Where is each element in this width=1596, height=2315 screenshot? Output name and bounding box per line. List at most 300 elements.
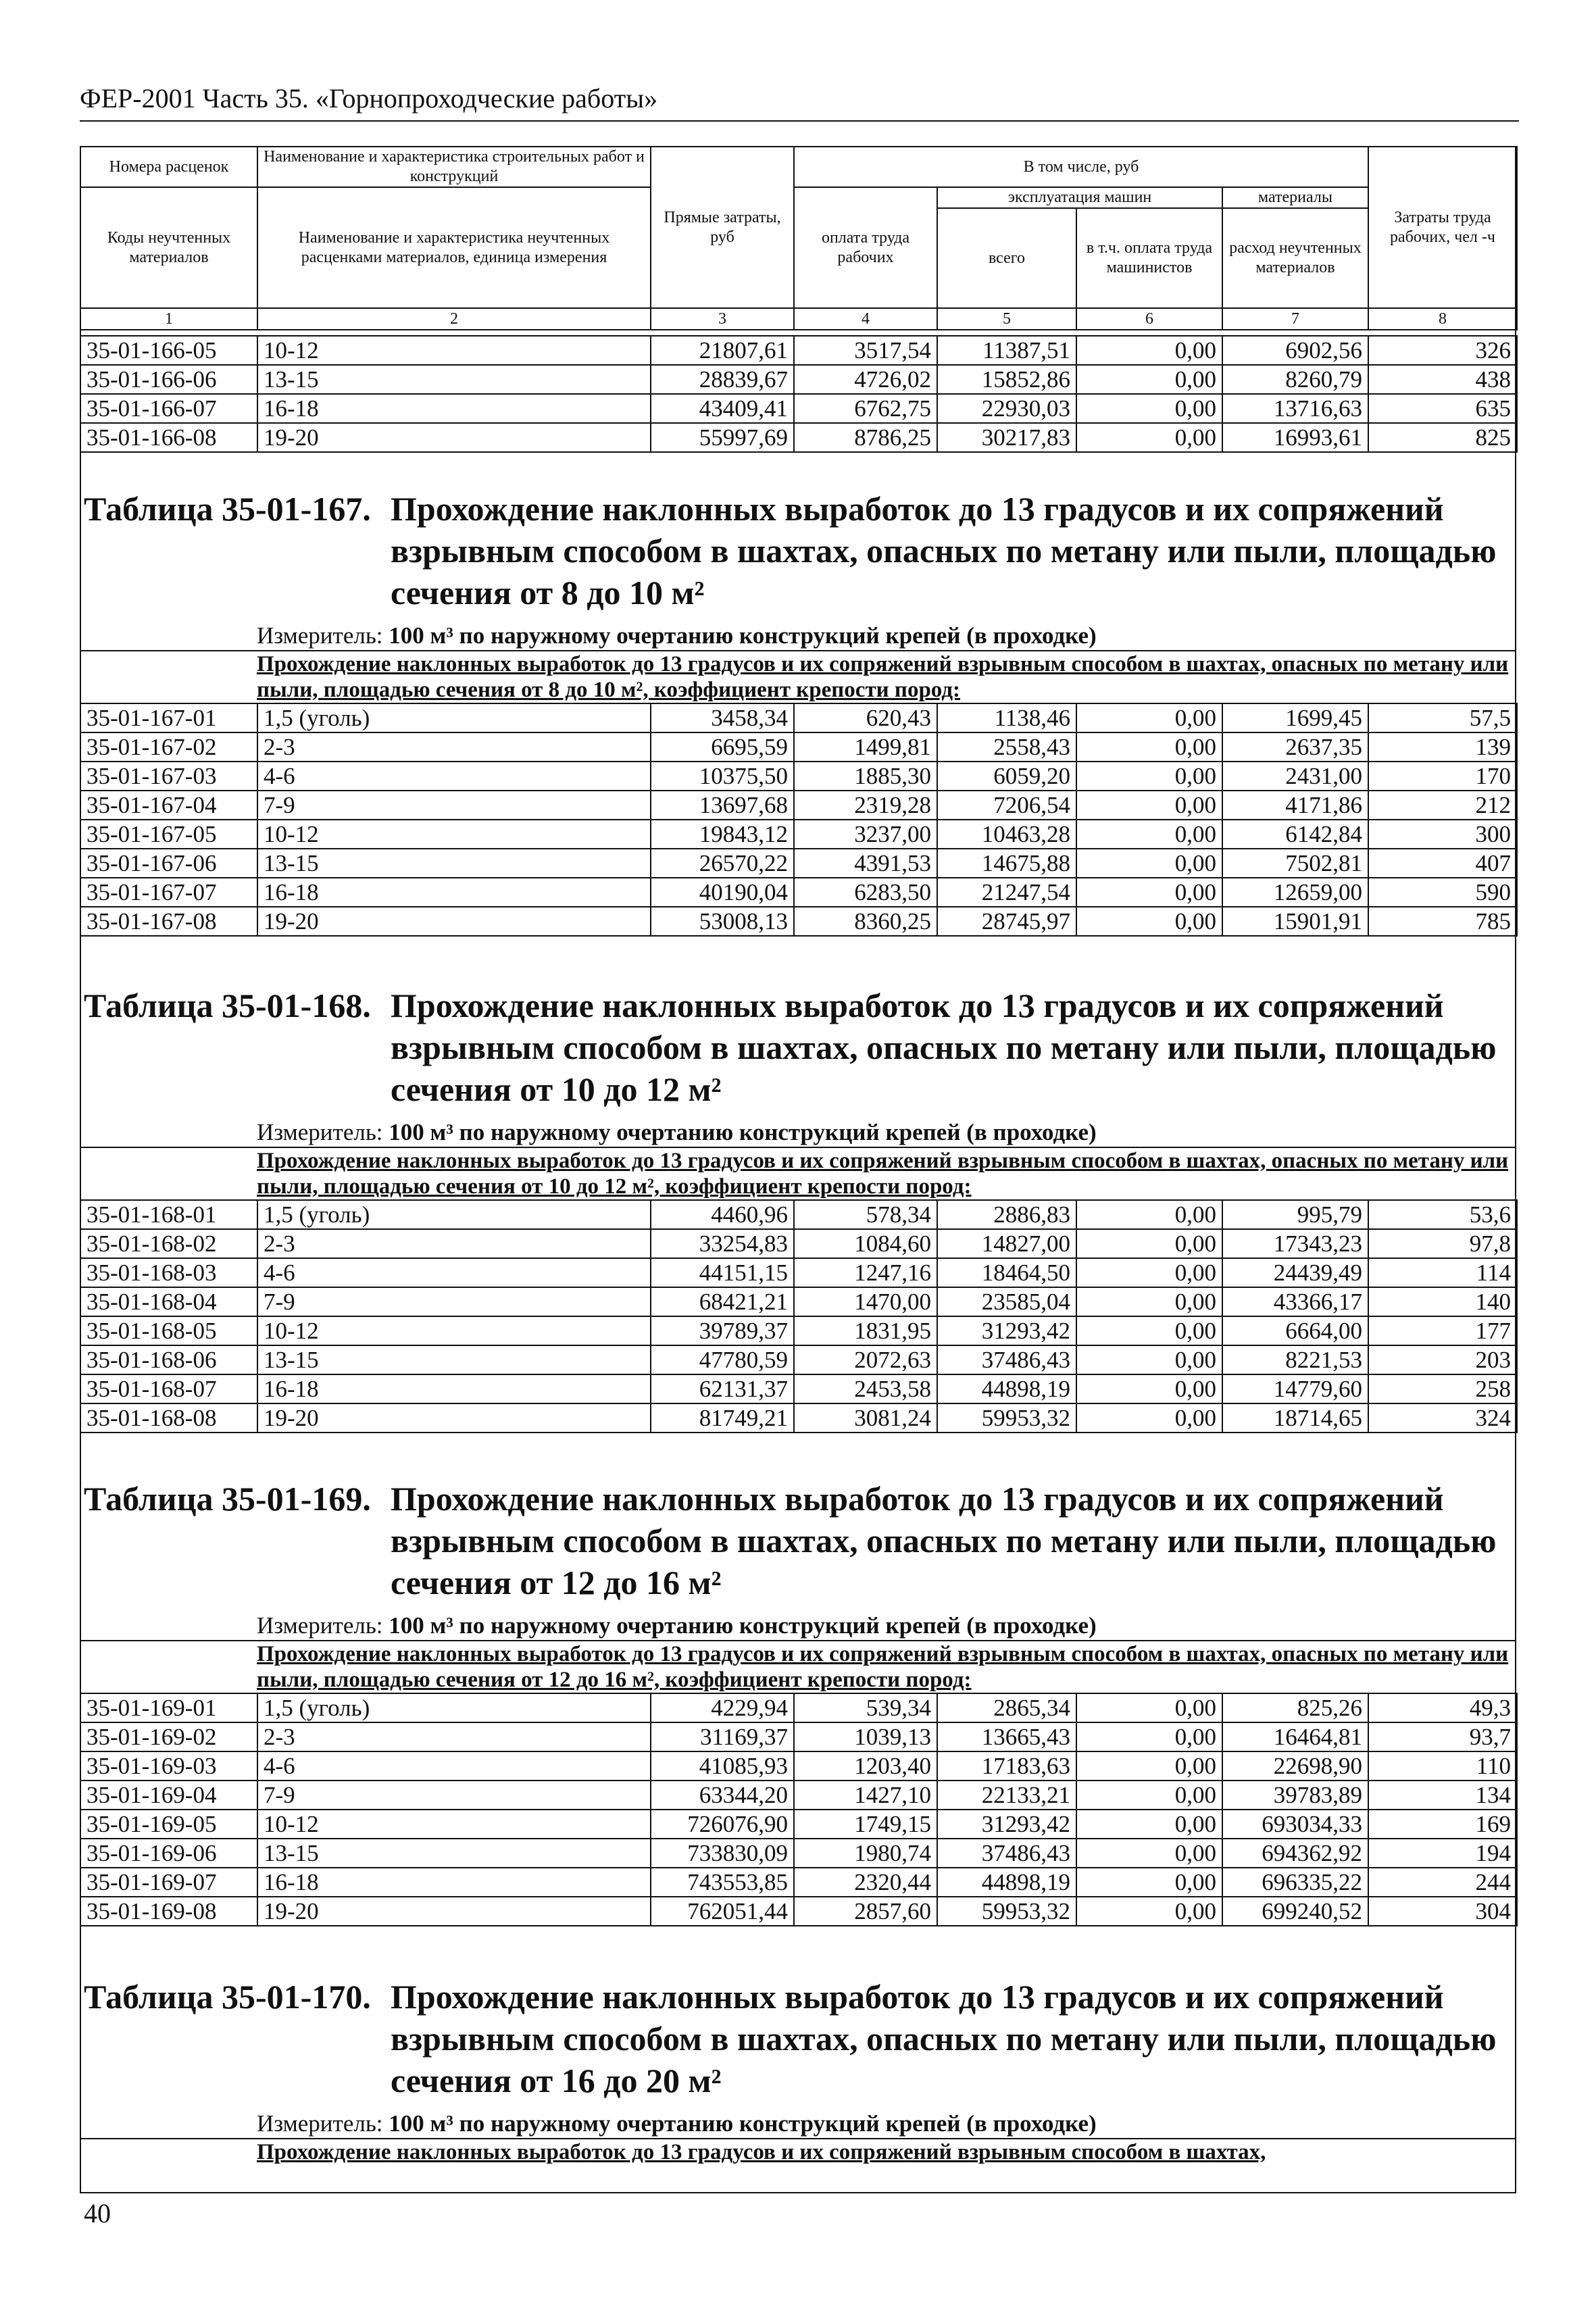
cell-operators-wages: 0,00 — [1076, 1751, 1222, 1781]
rate-table-168 — [80, 985, 1516, 1433]
cell-rate-code: 35-01-166-05 — [80, 336, 257, 365]
cell-rate-code: 35-01-169-04 — [80, 1781, 257, 1810]
cell-operators-wages: 0,00 — [1076, 1897, 1222, 1926]
cell-rate-code: 35-01-168-07 — [80, 1374, 257, 1403]
cell-materials-cost: 22698,90 — [1222, 1751, 1368, 1781]
cell-materials-cost: 15901,91 — [1222, 907, 1368, 936]
cell-machines-total: 1138,46 — [937, 703, 1076, 732]
table-row — [80, 394, 1517, 423]
table-row — [80, 849, 1517, 878]
cell-operators-wages: 0,00 — [1076, 1868, 1222, 1897]
cell-materials-cost: 699240,52 — [1222, 1897, 1368, 1926]
cell-machines-total: 2865,34 — [937, 1693, 1076, 1722]
cell-materials-cost: 693034,33 — [1222, 1810, 1368, 1839]
cell-operators-wages: 0,00 — [1076, 849, 1222, 878]
cell-work-spec: 16-18 — [257, 1374, 651, 1403]
measure-prefix: Измеритель: — [257, 1119, 383, 1145]
cell-machines-total: 44898,19 — [937, 1374, 1076, 1403]
cell-labor-hours: 93,7 — [1368, 1722, 1517, 1751]
cell-work-spec: 19-20 — [257, 907, 651, 936]
table-title — [84, 488, 1516, 614]
measure-unit — [257, 2110, 1516, 2138]
cell-materials-cost: 2637,35 — [1222, 732, 1368, 762]
cell-labor-hours: 212 — [1368, 791, 1517, 820]
cell-work-spec: 13-15 — [257, 1345, 651, 1374]
cell-work-spec: 10-12 — [257, 336, 651, 365]
cell-direct-costs: 62131,37 — [651, 1374, 794, 1403]
cell-machines-total: 23585,04 — [937, 1287, 1076, 1316]
cell-labor-hours: 300 — [1368, 820, 1517, 849]
table-row — [80, 1287, 1517, 1316]
table-row — [80, 703, 1517, 732]
cell-rate-code: 35-01-167-02 — [80, 732, 257, 762]
measure-unit — [257, 1612, 1516, 1640]
cell-machines-total: 17183,63 — [937, 1751, 1076, 1781]
cell-wages: 3081,24 — [794, 1403, 937, 1433]
col-head-wages: оплата труда рабочих — [794, 187, 937, 308]
cell-work-spec: 16-18 — [257, 878, 651, 907]
cell-machines-total: 59953,32 — [937, 1897, 1076, 1926]
cell-labor-hours: 785 — [1368, 907, 1517, 936]
table-caption: Прохождение наклонных выработок до 13 градусов и их сопряжений взрывным способом в шахтах, опасных по метану или пыли, площадью сечения от 12 до 16 м² — [391, 1480, 1497, 1601]
table-label: Таблица 35-01-167. — [84, 490, 371, 528]
cell-wages: 2072,63 — [794, 1345, 937, 1374]
cell-work-spec: 16-18 — [257, 394, 651, 423]
col-head-labor: Затраты труда рабочих, чел -ч — [1368, 147, 1517, 308]
cell-operators-wages: 0,00 — [1076, 1374, 1222, 1403]
cell-direct-costs: 47780,59 — [651, 1345, 794, 1374]
col-num: 1 — [80, 308, 257, 330]
works-description: Прохождение наклонных выработок до 13 градусов и их сопряжений взрывным способом в шахтах, опасных по метану или пыли, площадью сечения от 12 до 16 м², коэффициент крепости пород: — [80, 1640, 1516, 1693]
cell-operators-wages: 0,00 — [1076, 336, 1222, 365]
cell-direct-costs: 733830,09 — [651, 1839, 794, 1868]
cell-materials-cost: 18714,65 — [1222, 1403, 1368, 1433]
table-label: Таблица 35-01-170. — [84, 1978, 371, 2016]
cell-work-spec: 16-18 — [257, 1868, 651, 1897]
table-row — [80, 907, 1517, 936]
cell-machines-total: 10463,28 — [937, 820, 1076, 849]
table-row — [80, 791, 1517, 820]
cell-labor-hours: 49,3 — [1368, 1693, 1517, 1722]
cell-direct-costs: 762051,44 — [651, 1897, 794, 1926]
cell-materials-cost: 6142,84 — [1222, 820, 1368, 849]
cell-labor-hours: 825 — [1368, 423, 1517, 452]
cell-wages: 4726,02 — [794, 365, 937, 394]
data-table — [80, 1199, 1518, 1433]
col-num: 5 — [937, 308, 1076, 330]
cell-direct-costs: 33254,83 — [651, 1229, 794, 1258]
measure-unit — [257, 622, 1516, 650]
cell-wages: 1980,74 — [794, 1839, 937, 1868]
table-row — [80, 878, 1517, 907]
rate-table-166-continued — [80, 335, 1516, 453]
cell-wages: 539,34 — [794, 1693, 937, 1722]
cell-direct-costs: 55997,69 — [651, 423, 794, 452]
col-head-unaccounted-materials: расход неучтенных материалов — [1222, 208, 1368, 308]
cell-rate-code: 35-01-168-06 — [80, 1345, 257, 1374]
cell-labor-hours: 134 — [1368, 1781, 1517, 1810]
cell-machines-total: 37486,43 — [937, 1345, 1076, 1374]
cell-work-spec: 7-9 — [257, 791, 651, 820]
cell-rate-code: 35-01-169-01 — [80, 1693, 257, 1722]
table-row — [80, 365, 1517, 394]
table-row — [80, 1693, 1517, 1722]
cell-materials-cost: 2431,00 — [1222, 762, 1368, 791]
cell-materials-cost: 14779,60 — [1222, 1374, 1368, 1403]
cell-operators-wages: 0,00 — [1076, 1781, 1222, 1810]
cell-operators-wages: 0,00 — [1076, 1345, 1222, 1374]
cell-machines-total: 22930,03 — [937, 394, 1076, 423]
cell-direct-costs: 3458,34 — [651, 703, 794, 732]
cell-wages: 1831,95 — [794, 1316, 937, 1345]
col-head-materials: Наименование и характеристика неучтенных расценками материалов, единица измерения — [257, 187, 651, 308]
cell-materials-cost: 995,79 — [1222, 1200, 1368, 1229]
cell-direct-costs: 13697,68 — [651, 791, 794, 820]
cell-operators-wages: 0,00 — [1076, 394, 1222, 423]
cell-materials-cost: 17343,23 — [1222, 1229, 1368, 1258]
cell-work-spec: 4-6 — [257, 1751, 651, 1781]
table-row — [80, 336, 1517, 365]
cell-direct-costs: 41085,93 — [651, 1751, 794, 1781]
cell-rate-code: 35-01-168-02 — [80, 1229, 257, 1258]
table-row — [80, 1403, 1517, 1433]
page-header: ФЕР-2001 Часть 35. «Горнопроходческие работы» — [80, 82, 1519, 122]
cell-direct-costs: 43409,41 — [651, 394, 794, 423]
cell-direct-costs: 10375,50 — [651, 762, 794, 791]
cell-operators-wages: 0,00 — [1076, 1287, 1222, 1316]
page-number: 40 — [84, 2198, 111, 2229]
col-num: 7 — [1222, 308, 1368, 330]
cell-labor-hours: 438 — [1368, 365, 1517, 394]
table-row — [80, 1781, 1517, 1810]
measure-value: 100 м³ по наружному очертанию конструкций крепей (в проходке) — [389, 1612, 1097, 1639]
data-table — [80, 1693, 1518, 1926]
col-head-direct-costs: Прямые затраты, руб — [651, 147, 794, 308]
table-row — [80, 762, 1517, 791]
cell-machines-total: 6059,20 — [937, 762, 1076, 791]
cell-machines-total: 2558,43 — [937, 732, 1076, 762]
cell-rate-code: 35-01-167-06 — [80, 849, 257, 878]
cell-wages: 620,43 — [794, 703, 937, 732]
cell-operators-wages: 0,00 — [1076, 820, 1222, 849]
cell-operators-wages: 0,00 — [1076, 878, 1222, 907]
cell-labor-hours: 590 — [1368, 878, 1517, 907]
cell-materials-cost: 4171,86 — [1222, 791, 1368, 820]
cell-wages: 578,34 — [794, 1200, 937, 1229]
cell-operators-wages: 0,00 — [1076, 703, 1222, 732]
col-head-operators-wages: в т.ч. оплата труда машинистов — [1076, 208, 1222, 308]
cell-work-spec: 7-9 — [257, 1781, 651, 1810]
cell-rate-code: 35-01-167-03 — [80, 762, 257, 791]
cell-labor-hours: 110 — [1368, 1751, 1517, 1781]
cell-labor-hours: 203 — [1368, 1345, 1517, 1374]
cell-labor-hours: 169 — [1368, 1810, 1517, 1839]
cell-labor-hours: 53,6 — [1368, 1200, 1517, 1229]
cell-work-spec: 10-12 — [257, 1810, 651, 1839]
cell-wages: 1084,60 — [794, 1229, 937, 1258]
table-label: Таблица 35-01-168. — [84, 987, 371, 1024]
cell-machines-total: 2886,83 — [937, 1200, 1076, 1229]
cell-wages: 3517,54 — [794, 336, 937, 365]
works-description: Прохождение наклонных выработок до 13 градусов и их сопряжений взрывным способом в шахтах, опасных по метану или пыли, площадью сечения от 10 до 12 м², коэффициент крепости пород: — [80, 1147, 1516, 1199]
measure-prefix: Измеритель: — [257, 1612, 383, 1639]
cell-wages: 1499,81 — [794, 732, 937, 762]
table-row — [80, 820, 1517, 849]
cell-rate-code: 35-01-169-02 — [80, 1722, 257, 1751]
table-row — [80, 1229, 1517, 1258]
cell-operators-wages: 0,00 — [1076, 1403, 1222, 1433]
col-num: 8 — [1368, 308, 1517, 330]
cell-labor-hours: 258 — [1368, 1374, 1517, 1403]
cell-machines-total: 14827,00 — [937, 1229, 1076, 1258]
cell-direct-costs: 743553,85 — [651, 1868, 794, 1897]
cell-wages: 6762,75 — [794, 394, 937, 423]
cell-labor-hours: 177 — [1368, 1316, 1517, 1345]
cell-rate-code: 35-01-169-06 — [80, 1839, 257, 1868]
cell-operators-wages: 0,00 — [1076, 1229, 1222, 1258]
cell-rate-code: 35-01-167-08 — [80, 907, 257, 936]
table-row — [80, 1345, 1517, 1374]
cell-wages: 1470,00 — [794, 1287, 937, 1316]
cell-machines-total: 44898,19 — [937, 1868, 1076, 1897]
cell-operators-wages: 0,00 — [1076, 1693, 1222, 1722]
cell-direct-costs: 21807,61 — [651, 336, 794, 365]
cell-machines-total: 11387,51 — [937, 336, 1076, 365]
col-head-machines-total: всего — [937, 208, 1076, 308]
cell-wages: 1247,16 — [794, 1258, 937, 1287]
cell-rate-code: 35-01-167-01 — [80, 703, 257, 732]
cell-work-spec: 10-12 — [257, 820, 651, 849]
cell-wages: 2453,58 — [794, 1374, 937, 1403]
cell-machines-total: 31293,42 — [937, 1316, 1076, 1345]
table-caption: Прохождение наклонных выработок до 13 градусов и их сопряжений взрывным способом в шахтах, опасных по метану или пыли, площадью сечения от 16 до 20 м² — [391, 1978, 1497, 2099]
cell-operators-wages: 0,00 — [1076, 732, 1222, 762]
measure-value: 100 м³ по наружному очертанию конструкций крепей (в проходке) — [389, 2110, 1097, 2137]
cell-materials-cost: 16464,81 — [1222, 1722, 1368, 1751]
cell-materials-cost: 16993,61 — [1222, 423, 1368, 452]
cell-direct-costs: 28839,67 — [651, 365, 794, 394]
cell-work-spec: 2-3 — [257, 1722, 651, 1751]
cell-direct-costs: 4460,96 — [651, 1200, 794, 1229]
cell-work-spec: 19-20 — [257, 423, 651, 452]
rate-table-170 — [80, 1976, 1516, 2165]
cell-work-spec: 4-6 — [257, 762, 651, 791]
cell-rate-code: 35-01-169-08 — [80, 1897, 257, 1926]
cell-labor-hours: 140 — [1368, 1287, 1517, 1316]
cell-direct-costs: 26570,22 — [651, 849, 794, 878]
table-row — [80, 1839, 1517, 1868]
cell-labor-hours: 324 — [1368, 1403, 1517, 1433]
cell-labor-hours: 326 — [1368, 336, 1517, 365]
cell-wages: 6283,50 — [794, 878, 937, 907]
cell-operators-wages: 0,00 — [1076, 1316, 1222, 1345]
table-row — [80, 1897, 1517, 1926]
works-description: Прохождение наклонных выработок до 13 градусов и их сопряжений взрывным способом в шахтах, опасных по метану или пыли, площадью сечения от 8 до 10 м², коэффициент крепости пород: — [80, 650, 1516, 703]
cell-work-spec: 13-15 — [257, 1839, 651, 1868]
cell-materials-cost: 8221,53 — [1222, 1345, 1368, 1374]
measure-value: 100 м³ по наружному очертанию конструкций крепей (в проходке) — [389, 622, 1097, 649]
rate-table-169 — [80, 1478, 1516, 1926]
cell-machines-total: 37486,43 — [937, 1839, 1076, 1868]
cell-operators-wages: 0,00 — [1076, 1810, 1222, 1839]
cell-rate-code: 35-01-166-06 — [80, 365, 257, 394]
cell-labor-hours: 635 — [1368, 394, 1517, 423]
cell-direct-costs: 53008,13 — [651, 907, 794, 936]
cell-materials-cost: 13716,63 — [1222, 394, 1368, 423]
cell-materials-cost: 24439,49 — [1222, 1258, 1368, 1287]
cell-labor-hours: 407 — [1368, 849, 1517, 878]
cell-machines-total: 18464,50 — [937, 1258, 1076, 1287]
table-label: Таблица 35-01-169. — [84, 1480, 371, 1518]
cell-operators-wages: 0,00 — [1076, 907, 1222, 936]
cell-machines-total: 14675,88 — [937, 849, 1076, 878]
cell-direct-costs: 6695,59 — [651, 732, 794, 762]
rate-table-167 — [80, 488, 1516, 937]
cell-operators-wages: 0,00 — [1076, 1722, 1222, 1751]
cell-rate-code: 35-01-167-07 — [80, 878, 257, 907]
cell-labor-hours: 244 — [1368, 1868, 1517, 1897]
cell-rate-code: 35-01-168-08 — [80, 1403, 257, 1433]
cell-rate-code: 35-01-168-04 — [80, 1287, 257, 1316]
cell-materials-cost: 696335,22 — [1222, 1868, 1368, 1897]
cell-machines-total: 7206,54 — [937, 791, 1076, 820]
cell-rate-code: 35-01-169-03 — [80, 1751, 257, 1781]
cell-machines-total: 59953,32 — [937, 1403, 1076, 1433]
cell-work-spec: 10-12 — [257, 1316, 651, 1345]
cell-work-spec: 19-20 — [257, 1403, 651, 1433]
data-table — [80, 335, 1518, 453]
col-num: 4 — [794, 308, 937, 330]
table-title — [84, 1976, 1516, 2101]
table-row — [80, 1258, 1517, 1287]
cell-rate-code: 35-01-166-08 — [80, 423, 257, 452]
cell-rate-code: 35-01-168-05 — [80, 1316, 257, 1345]
cell-direct-costs: 44151,15 — [651, 1258, 794, 1287]
cell-operators-wages: 0,00 — [1076, 762, 1222, 791]
table-title — [84, 985, 1516, 1110]
cell-labor-hours: 57,5 — [1368, 703, 1517, 732]
cell-operators-wages: 0,00 — [1076, 1200, 1222, 1229]
works-description: Прохождение наклонных выработок до 13 градусов и их сопряжений взрывным способом в шахтах, — [80, 2138, 1516, 2165]
cell-rate-code: 35-01-166-07 — [80, 394, 257, 423]
table-row — [80, 732, 1517, 762]
cell-wages: 8360,25 — [794, 907, 937, 936]
cell-labor-hours: 114 — [1368, 1258, 1517, 1287]
cell-wages: 2857,60 — [794, 1897, 937, 1926]
cell-materials-cost: 694362,92 — [1222, 1839, 1368, 1868]
cell-machines-total: 30217,83 — [937, 423, 1076, 452]
table-row — [80, 1751, 1517, 1781]
cell-machines-total: 13665,43 — [937, 1722, 1076, 1751]
col-num: 2 — [257, 308, 651, 330]
measure-prefix: Измеритель: — [257, 2110, 383, 2137]
col-num: 3 — [651, 308, 794, 330]
table-row — [80, 1374, 1517, 1403]
cell-wages: 8786,25 — [794, 423, 937, 452]
cell-materials-cost: 43366,17 — [1222, 1287, 1368, 1316]
cell-work-spec: 1,5 (уголь) — [257, 1200, 651, 1229]
cell-rate-code: 35-01-169-05 — [80, 1810, 257, 1839]
cell-wages: 1749,15 — [794, 1810, 937, 1839]
cell-labor-hours: 170 — [1368, 762, 1517, 791]
cell-wages: 1427,10 — [794, 1781, 937, 1810]
col-head-works: Наименование и характеристика строительных работ и конструкций — [257, 147, 651, 187]
col-head-material-codes: Коды неучтенных материалов — [80, 187, 257, 308]
cell-wages: 1203,40 — [794, 1751, 937, 1781]
cell-wages: 1039,13 — [794, 1722, 937, 1751]
table-row — [80, 1810, 1517, 1839]
cell-wages: 3237,00 — [794, 820, 937, 849]
data-table — [80, 703, 1518, 937]
cell-operators-wages: 0,00 — [1076, 1839, 1222, 1868]
cell-machines-total: 22133,21 — [937, 1781, 1076, 1810]
table-row — [80, 1868, 1517, 1897]
table-title — [84, 1478, 1516, 1603]
cell-work-spec: 2-3 — [257, 1229, 651, 1258]
cell-work-spec: 13-15 — [257, 365, 651, 394]
col-head-rates: Номера расценок — [80, 147, 257, 187]
measure-prefix: Измеритель: — [257, 622, 383, 649]
cell-materials-cost: 7502,81 — [1222, 849, 1368, 878]
cell-direct-costs: 19843,12 — [651, 820, 794, 849]
cell-work-spec: 4-6 — [257, 1258, 651, 1287]
cell-work-spec: 13-15 — [257, 849, 651, 878]
measure-unit — [257, 1118, 1516, 1147]
cell-wages: 4391,53 — [794, 849, 937, 878]
table-caption: Прохождение наклонных выработок до 13 градусов и их сопряжений взрывным способом в шахтах, опасных по метану или пыли, площадью сечения от 8 до 10 м² — [391, 490, 1497, 612]
cell-work-spec: 19-20 — [257, 1897, 651, 1926]
cell-operators-wages: 0,00 — [1076, 423, 1222, 452]
cell-direct-costs: 726076,90 — [651, 1810, 794, 1839]
cell-machines-total: 21247,54 — [937, 878, 1076, 907]
cell-labor-hours: 304 — [1368, 1897, 1517, 1926]
cell-work-spec: 2-3 — [257, 732, 651, 762]
cell-direct-costs: 81749,21 — [651, 1403, 794, 1433]
table-row — [80, 423, 1517, 452]
cell-operators-wages: 0,00 — [1076, 365, 1222, 394]
cell-materials-cost: 1699,45 — [1222, 703, 1368, 732]
cell-labor-hours: 194 — [1368, 1839, 1517, 1868]
cell-labor-hours: 139 — [1368, 732, 1517, 762]
cell-direct-costs: 68421,21 — [651, 1287, 794, 1316]
cell-wages: 2319,28 — [794, 791, 937, 820]
cell-materials-cost: 8260,79 — [1222, 365, 1368, 394]
table-row — [80, 1200, 1517, 1229]
cell-rate-code: 35-01-168-03 — [80, 1258, 257, 1287]
cell-materials-cost: 6664,00 — [1222, 1316, 1368, 1345]
cell-materials-cost: 39783,89 — [1222, 1781, 1368, 1810]
cell-materials-cost: 825,26 — [1222, 1693, 1368, 1722]
col-head-materials-cost: материалы — [1222, 187, 1368, 208]
col-head-including: В том числе, руб — [794, 147, 1368, 187]
measure-value: 100 м³ по наружному очертанию конструкций крепей (в проходке) — [389, 1119, 1097, 1145]
cell-direct-costs: 39789,37 — [651, 1316, 794, 1345]
cell-work-spec: 7-9 — [257, 1287, 651, 1316]
cell-rate-code: 35-01-167-05 — [80, 820, 257, 849]
cell-direct-costs: 63344,20 — [651, 1781, 794, 1810]
cell-rate-code: 35-01-167-04 — [80, 791, 257, 820]
cell-rate-code: 35-01-169-07 — [80, 1868, 257, 1897]
cell-machines-total: 31293,42 — [937, 1810, 1076, 1839]
cell-work-spec: 1,5 (уголь) — [257, 1693, 651, 1722]
column-header-table — [80, 146, 1518, 330]
col-head-machines: эксплуатация машин — [937, 187, 1222, 208]
cell-direct-costs: 40190,04 — [651, 878, 794, 907]
cell-machines-total: 28745,97 — [937, 907, 1076, 936]
cell-materials-cost: 12659,00 — [1222, 878, 1368, 907]
cell-operators-wages: 0,00 — [1076, 791, 1222, 820]
cell-machines-total: 15852,86 — [937, 365, 1076, 394]
